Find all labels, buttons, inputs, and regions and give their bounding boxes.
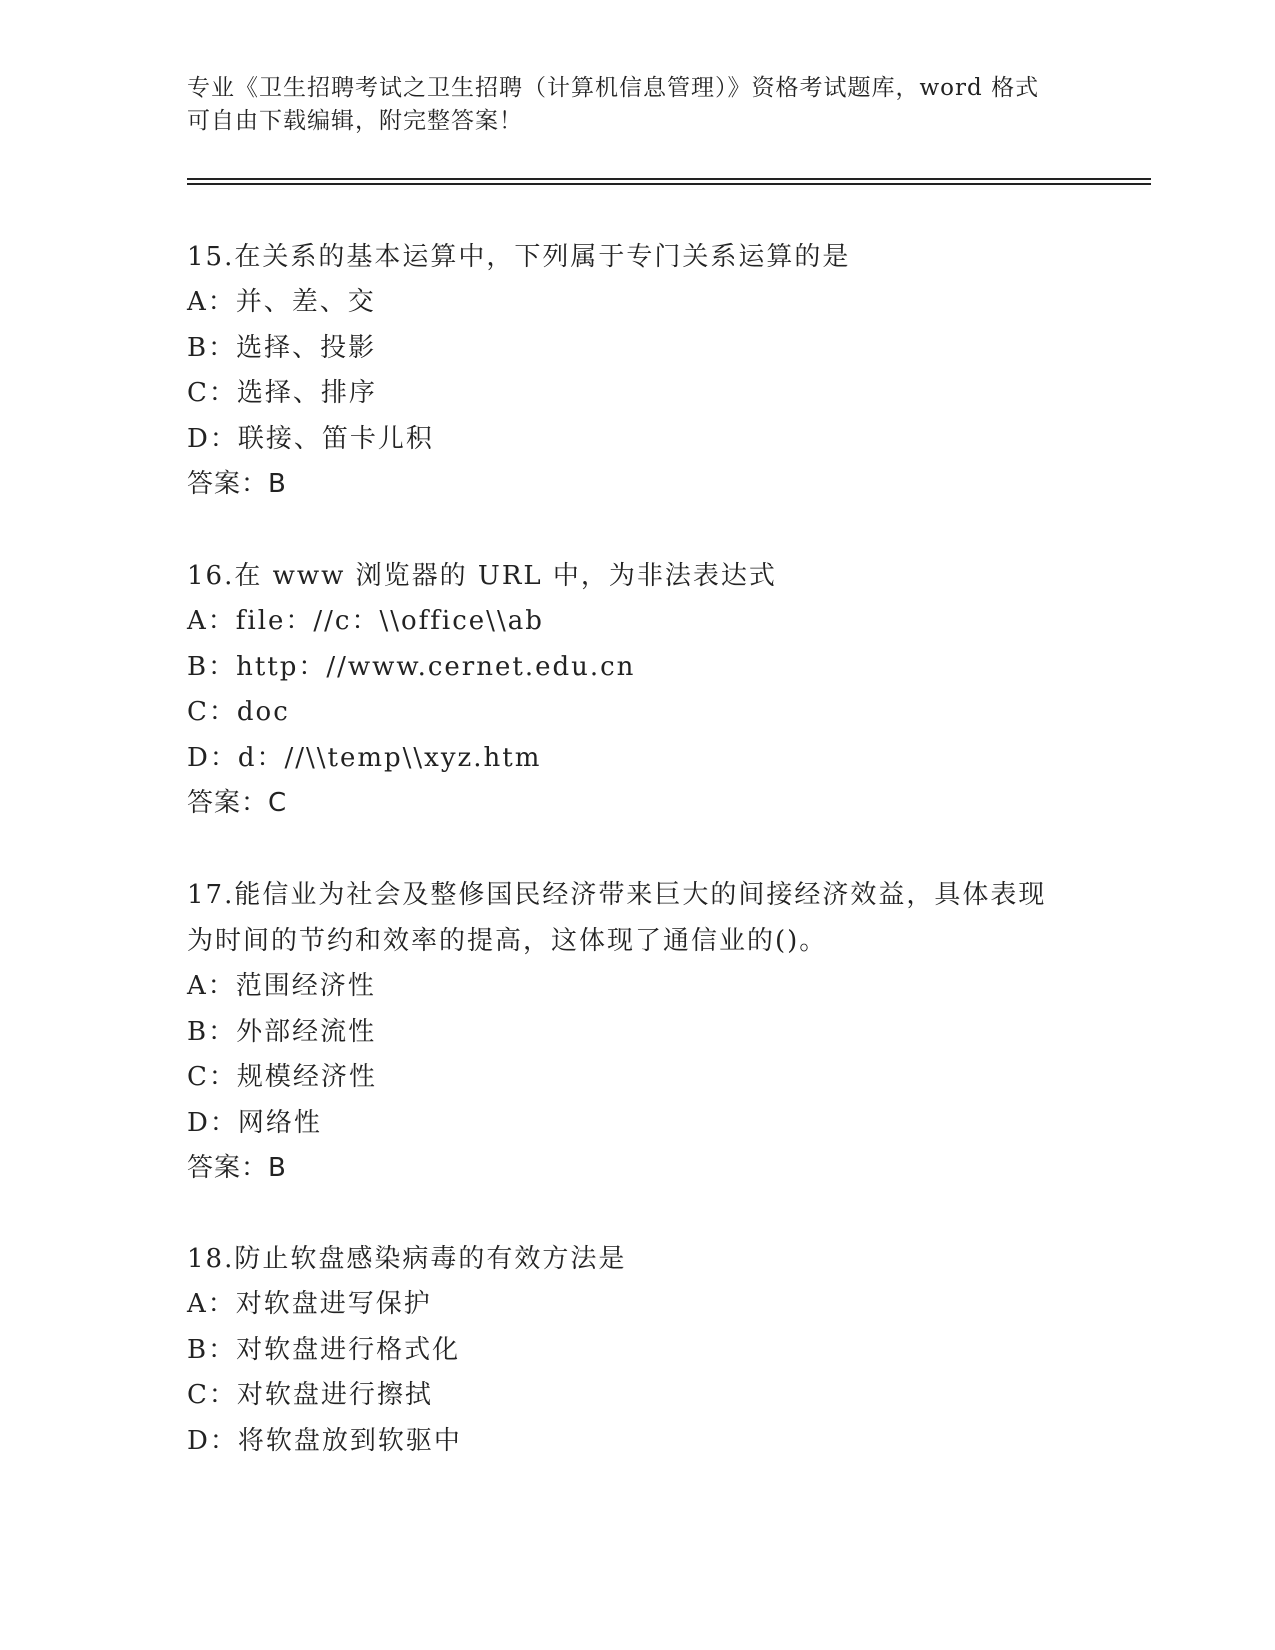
option-b: B：外部经流性 (187, 1016, 377, 1047)
header-line-2: 可自由下载编辑，附完整答案！ (187, 108, 523, 134)
question-17 (187, 872, 1087, 1191)
option-c: C：规模经济性 (187, 1062, 377, 1092)
option-d: D：联接、笛卡儿积 (187, 423, 434, 454)
question-16 (187, 553, 1087, 826)
header-line-1: 专业《卫生招聘考试之卫生招聘（计算机信息管理）》资格考试题库，word 格式 (187, 75, 1040, 101)
option-a: A：file：//c：\\office\\ab (187, 606, 544, 636)
question-stem: 16.在 www 浏览器的 URL 中，为非法表达式 (187, 561, 777, 591)
option-a: A：对软盘进写保护 (187, 1289, 432, 1319)
option-d: D：网络性 (187, 1107, 322, 1138)
question-stem: 18.防止软盘感染病毒的有效方法是 (187, 1244, 627, 1274)
option-d: D：将软盘放到软驱中 (187, 1425, 462, 1456)
answer-label: 答案：C (187, 788, 288, 818)
option-c: C：选择、排序 (187, 378, 377, 408)
question-15 (187, 234, 1087, 507)
question-stem: 15.在关系的基本运算中，下列属于专门关系运算的是 (187, 242, 851, 272)
question-stem-line-1: 17.能信业为社会及整修国民经济带来巨大的间接经济效益，具体表现 (187, 880, 1047, 910)
option-b: B：选择、投影 (187, 332, 377, 363)
document-header (187, 72, 1087, 138)
option-d: D：d：//\\temp\\xyz.htm (187, 742, 542, 773)
header-divider-top (187, 178, 1151, 180)
question-18 (187, 1236, 1087, 1464)
header-divider-bottom (187, 183, 1151, 185)
question-stem-line-2: 为时间的节约和效率的提高，这体现了通信业的()。 (187, 926, 828, 956)
answer-label: 答案：B (187, 469, 287, 499)
option-a: A：并、差、交 (187, 287, 376, 317)
option-b: B：对软盘进行格式化 (187, 1334, 461, 1365)
option-c: C：doc (187, 697, 290, 727)
answer-label: 答案：B (187, 1153, 287, 1183)
option-b: B：http：//www.cernet.edu.cn (187, 651, 636, 682)
option-a: A：范围经济性 (187, 971, 376, 1001)
option-c: C：对软盘进行擦拭 (187, 1380, 433, 1410)
